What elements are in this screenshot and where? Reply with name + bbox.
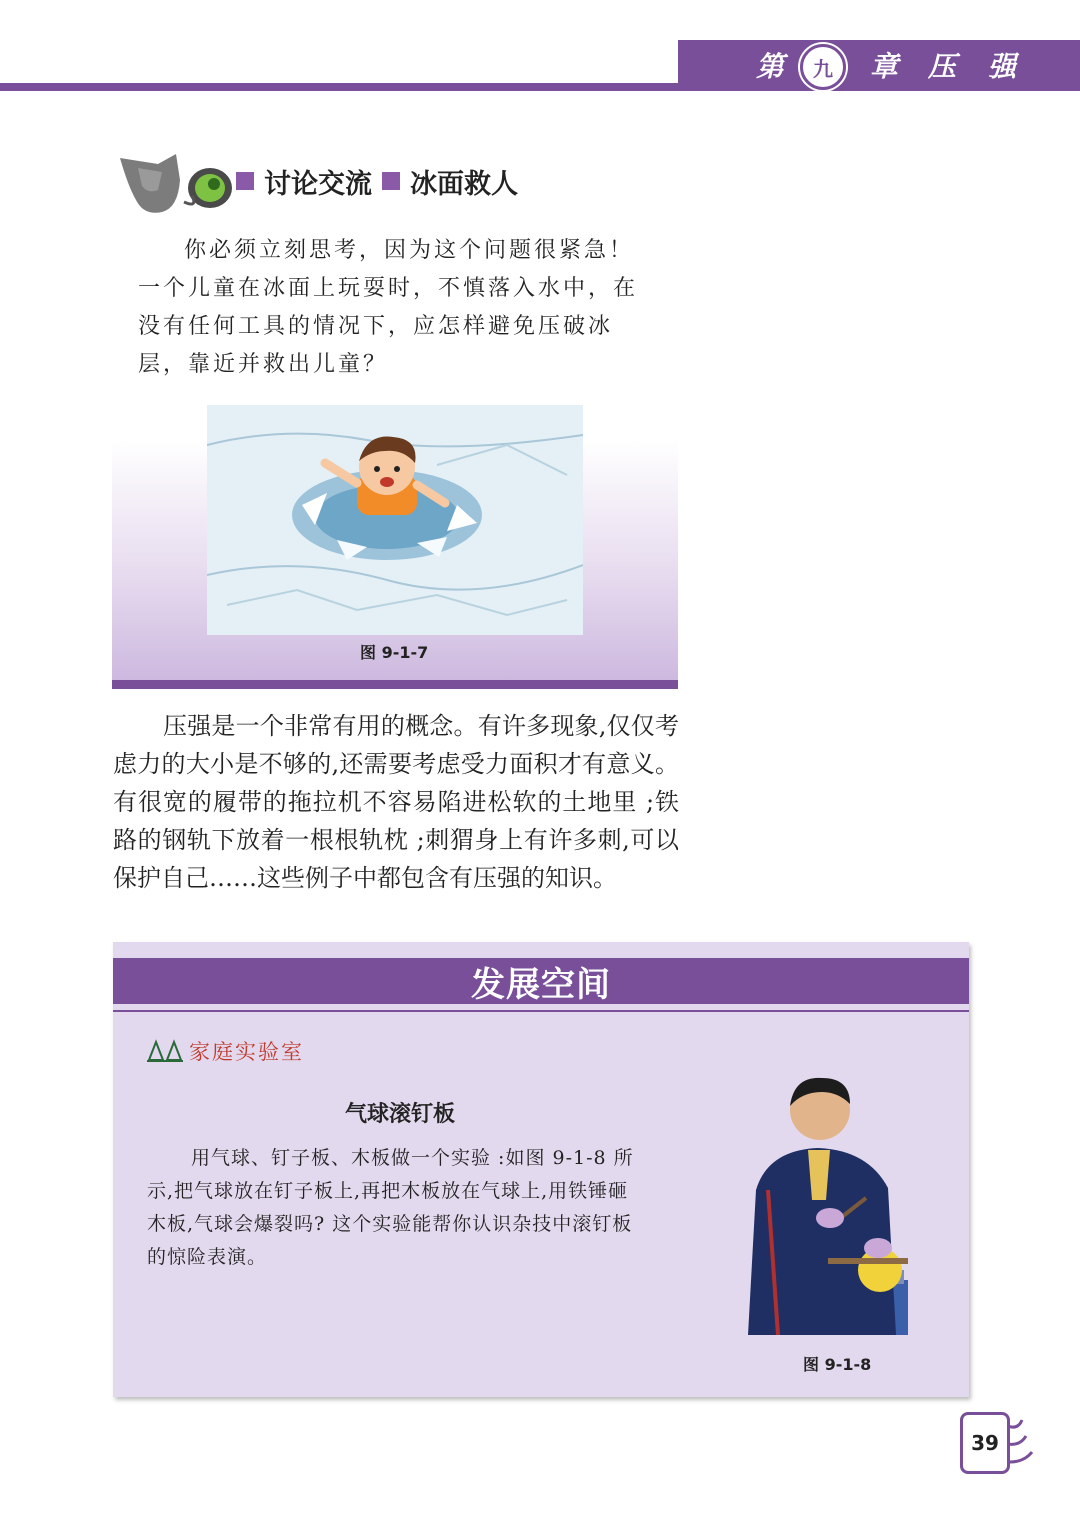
- figure-caption: 图 9-1-7: [360, 643, 429, 662]
- main-paragraph: [113, 707, 679, 897]
- chapter-number-badge: 九: [800, 44, 846, 90]
- figure-panel-rule: [112, 680, 678, 689]
- discussion-label: 讨论交流: [264, 168, 372, 200]
- page-number: 39: [960, 1412, 1010, 1474]
- bullet-square: [382, 172, 400, 190]
- chapter-prefix: 第: [756, 50, 785, 83]
- chapter-header: [678, 40, 1080, 90]
- discussion-mascot-icon: [118, 150, 238, 220]
- flask-icon: [145, 1038, 185, 1064]
- chapter-suffix: 章: [870, 50, 899, 83]
- discussion-line: 没有任何工具的情况下，应怎样避免压破冰: [138, 314, 614, 339]
- development-title: 发展空间: [471, 964, 611, 1005]
- figure-caption: 图 9-1-8: [803, 1355, 872, 1374]
- child-fallen-through-ice-illustration: [207, 405, 583, 635]
- page-number-decoration-icon: [1006, 1416, 1036, 1472]
- discussion-line: 你必须立刻思考，因为这个问题很紧急！: [184, 238, 635, 263]
- discussion-topic: 冰面救人: [410, 168, 518, 200]
- discussion-line: 层，靠近并救出儿童？: [138, 352, 389, 377]
- development-title-rule: [113, 1010, 969, 1012]
- experiment-description: [147, 1142, 647, 1274]
- chapter-title-char: 强: [988, 50, 1017, 83]
- lab-heading: [145, 1036, 304, 1066]
- lab-label: 家庭实验室: [189, 1040, 304, 1064]
- experiment-title: 气球滚钉板: [345, 1102, 456, 1127]
- discussion-heading: [236, 160, 518, 202]
- balloon-experiment-photo: [738, 1070, 918, 1335]
- chapter-title-char: 压: [928, 50, 957, 83]
- development-title-bar: [113, 958, 969, 1004]
- discussion-question: [138, 232, 658, 384]
- bullet-square: [236, 172, 254, 190]
- discussion-line: 一个儿童在冰面上玩耍时，不慎落入水中，在: [138, 276, 639, 301]
- paragraph-text: 压强是一个非常有用的概念。有许多现象,仅仅考虑力的大小是不够的,还需要考虑受力面积才有意义。有很宽的履带的拖拉机不容易陷进松软的土地里 ;铁路的钢轨下放着一根根轨枕 ;刺猬身上有许多刺,可以保护自己……这些例子中都包含有压强的知识。: [113, 712, 679, 892]
- experiment-text: 用气球、钉子板、木板做一个实验 :如图 9-1-8 所示,把气球放在钉子板上,再把木板放在气球上,用铁锤砸木板,气球会爆裂吗? 这个实验能帮你认识杂技中滚钉板的惊险表演。: [147, 1147, 634, 1268]
